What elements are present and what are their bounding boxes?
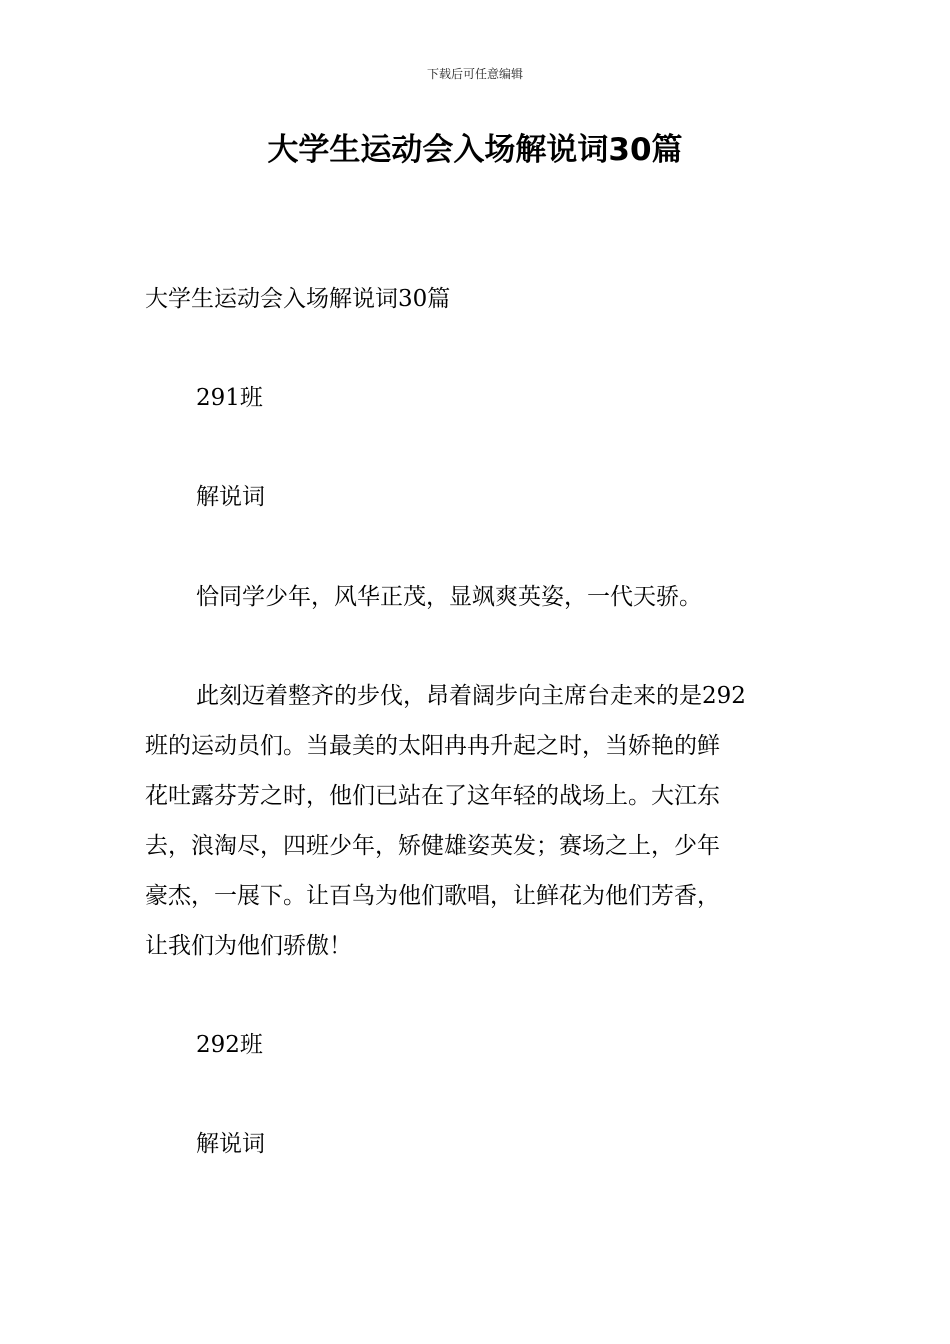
intro-title: 大学生运动会入场解说词30篇: [145, 286, 451, 312]
class-heading-292: 292班: [196, 1032, 263, 1058]
paragraph-line: 豪杰，一展下。让百鸟为他们歌唱，让鲜花为他们芳香，: [145, 883, 720, 909]
paragraph-line: 班的运动员们。当最美的太阳冉冉升起之时，当娇艳的鲜: [145, 733, 720, 759]
document-title: 大学生运动会入场解说词30篇: [267, 132, 683, 168]
class-heading-291: 291班: [196, 385, 263, 411]
opening-verse: 恰同学少年，风华正茂，显飒爽英姿，一代天骄。: [196, 584, 702, 610]
commentary-label-291: 解说词: [196, 484, 265, 510]
paragraph-line: 花吐露芬芳之时，他们已站在了这年轻的战场上。大江东: [145, 783, 720, 809]
paragraph-line: 让我们为他们骄傲！: [145, 933, 352, 959]
commentary-label-292: 解说词: [196, 1131, 265, 1157]
commentary-paragraph: [145, 681, 810, 981]
paragraph-line: 此刻迈着整齐的步伐，昂着阔步向主席台走来的是292: [196, 683, 746, 709]
paragraph-line: 去，浪淘尽，四班少年，矫健雄姿英发；赛场之上，少年: [145, 833, 720, 859]
header-note: 下载后可任意编辑: [426, 67, 523, 81]
